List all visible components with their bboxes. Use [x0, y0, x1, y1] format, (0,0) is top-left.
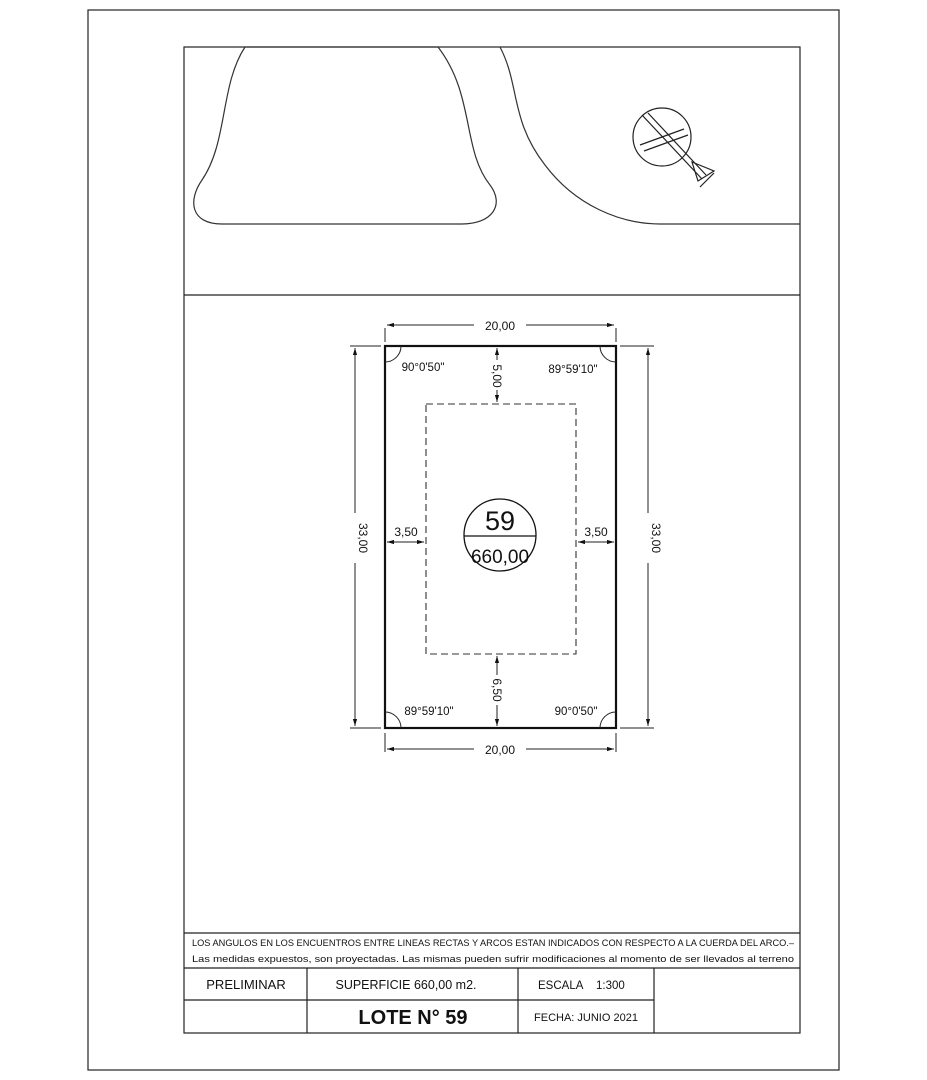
lot-title: LOTE N° 59	[358, 1007, 468, 1029]
block-shape	[194, 47, 497, 224]
setback-front-label: 5,00	[490, 364, 504, 388]
angle-bottom-right: 90°0'50"	[554, 706, 598, 718]
angle-arc-top-left	[385, 346, 401, 362]
dim-top-label: 20,00	[484, 319, 516, 333]
note-line-1: LOS ANGULOS EN LOS ENCUENTROS ENTRE LINEAS RECTAS Y ARCOS ESTAN INDICADOS CON RESPECTO A LA CUERDA DEL ARCO.–	[192, 938, 795, 948]
angle-bottom-left: 89°59'10"	[404, 706, 454, 718]
angle-arc-bottom-right	[600, 712, 616, 728]
notes-block	[184, 933, 800, 964]
dim-left-label: 33,00	[356, 522, 370, 554]
lot-area: 660,00	[470, 547, 530, 568]
lot-plan	[350, 319, 663, 757]
scale-label: ESCALA	[538, 980, 584, 992]
angle-top-left: 90°0'50"	[401, 362, 445, 374]
street-curve	[500, 47, 800, 224]
lot-bubble	[464, 499, 536, 571]
north-arrow-icon	[633, 108, 714, 187]
date-label: FECHA: JUNIO 2021	[534, 1012, 638, 1024]
dim-bottom-label: 20,00	[484, 743, 516, 757]
sheet-border	[88, 10, 839, 1070]
angle-arc-bottom-left	[385, 712, 401, 728]
title-block	[184, 968, 800, 1033]
lot-number: 59	[484, 506, 516, 536]
surface-label: SUPERFICIE 660,00 m2.	[335, 978, 477, 992]
scale-value: 1:300	[596, 980, 625, 992]
location-map	[184, 47, 800, 295]
angle-top-right: 89°59'10"	[548, 364, 598, 376]
dim-right-label: 33,00	[649, 522, 663, 554]
setback-right-label: 3,50	[584, 525, 608, 539]
setback-back-label: 6,50	[490, 678, 504, 702]
setback-left-label: 3,50	[394, 525, 418, 539]
note-line-2: Las medidas expuestos, son proyectadas. Las mismas pueden sufrir modificaciones al momento de ser llevados al terreno	[192, 954, 794, 964]
angle-arc-top-right	[600, 346, 616, 362]
status-label: PRELIMINAR	[206, 977, 286, 992]
